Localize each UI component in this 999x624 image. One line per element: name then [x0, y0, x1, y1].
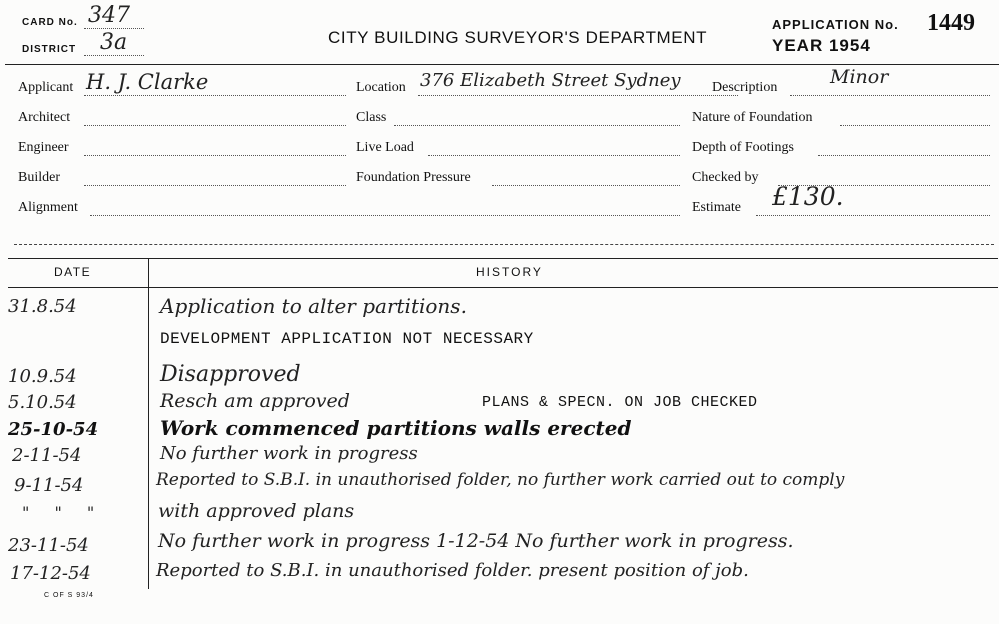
district-line — [84, 55, 144, 56]
history-top-line — [8, 258, 998, 259]
engineer-line — [84, 155, 346, 156]
alignment-label: Alignment — [18, 200, 78, 215]
fields-divider — [14, 244, 994, 245]
history-row-stamp: DEVELOPMENT APPLICATION NOT NECESSARY — [160, 330, 534, 348]
alignment-line — [90, 215, 680, 216]
architect-label: Architect — [18, 110, 71, 125]
history-row-date: 17-12-54 — [10, 563, 91, 584]
history-row-stamp: PLANS & SPECN. ON JOB CHECKED — [482, 394, 758, 411]
history-row-text: Disapproved — [160, 362, 301, 387]
engineer-label: Engineer — [18, 140, 69, 155]
card-no-label: CARD No. — [22, 17, 78, 28]
foundation-pressure-label: Foundation Pressure — [356, 170, 471, 185]
location-value: 376 Elizabeth Street Sydney — [420, 70, 681, 91]
history-row-text: Application to alter partitions. — [160, 294, 467, 318]
location-line — [418, 95, 738, 96]
estimate-line — [756, 215, 990, 216]
applicant-line — [84, 95, 346, 96]
application-no-value: 1449 — [927, 10, 975, 36]
card-no-line — [84, 28, 144, 29]
year-label: YEAR 1954 — [772, 36, 871, 55]
nature-of-foundation-label: Nature of Foundation — [692, 110, 813, 125]
depth-of-footings-label: Depth of Footings — [692, 140, 794, 155]
history-row-date: 2-11-54 — [12, 445, 82, 466]
estimate-label: Estimate — [692, 200, 741, 215]
history-row-text: No further work in progress — [160, 443, 418, 464]
date-header: DATE — [54, 265, 92, 279]
date-column-divider — [148, 259, 149, 589]
history-row-date: 5.10.54 — [8, 392, 77, 413]
depth-of-footings-line — [818, 155, 990, 156]
history-header: HISTORY — [476, 265, 543, 279]
history-row-text: Resch am approved — [160, 390, 350, 412]
architect-line — [84, 125, 346, 126]
history-row-text: Reported to S.B.I. in unauthorised folder. present position of job. — [156, 560, 749, 581]
checked-by-label: Checked by — [692, 170, 759, 185]
builder-label: Builder — [18, 170, 60, 185]
history-header-line — [8, 287, 998, 288]
location-label: Location — [356, 80, 406, 95]
applicant-value: H. J. Clarke — [86, 70, 209, 94]
application-no-label: APPLICATION No. — [772, 17, 899, 32]
applicant-label: Applicant — [18, 80, 74, 95]
department-title: CITY BUILDING SURVEYOR'S DEPARTMENT — [328, 28, 708, 47]
district-value: 3a — [100, 30, 128, 55]
builder-line — [84, 185, 346, 186]
description-label: Description — [712, 80, 778, 95]
foundation-pressure-line — [492, 185, 680, 186]
class-label: Class — [356, 110, 387, 125]
history-row-date: 10.9.54 — [8, 366, 77, 387]
form-code: C OF S 93/4 — [44, 592, 94, 599]
history-row-date: 9-11-54 — [14, 475, 84, 496]
district-label: DISTRICT — [22, 44, 77, 55]
history-row-text: No further work in progress 1-12-54 No further work in progress. — [158, 530, 794, 552]
history-row-text: Reported to S.B.I. in unauthorised folder, no further work carried out to comply — [156, 470, 845, 490]
history-row-date: 23-11-54 — [8, 535, 89, 556]
live-load-label: Live Load — [356, 140, 414, 155]
history-row-date: 31.8.54 — [8, 296, 77, 317]
history-row-date: 25-10-54 — [8, 419, 99, 440]
class-line — [394, 125, 680, 126]
description-value: Minor — [830, 66, 889, 88]
history-row-text: with approved plans — [158, 500, 355, 522]
header-divider — [5, 64, 999, 65]
history-row-date: " " " — [22, 503, 105, 522]
history-row-text: Work commenced partitions walls erected — [160, 416, 632, 440]
estimate-value: £130. — [772, 182, 844, 211]
description-line — [790, 95, 990, 96]
card-no-value: 347 — [88, 3, 130, 28]
live-load-line — [428, 155, 680, 156]
nature-of-foundation-line — [840, 125, 990, 126]
